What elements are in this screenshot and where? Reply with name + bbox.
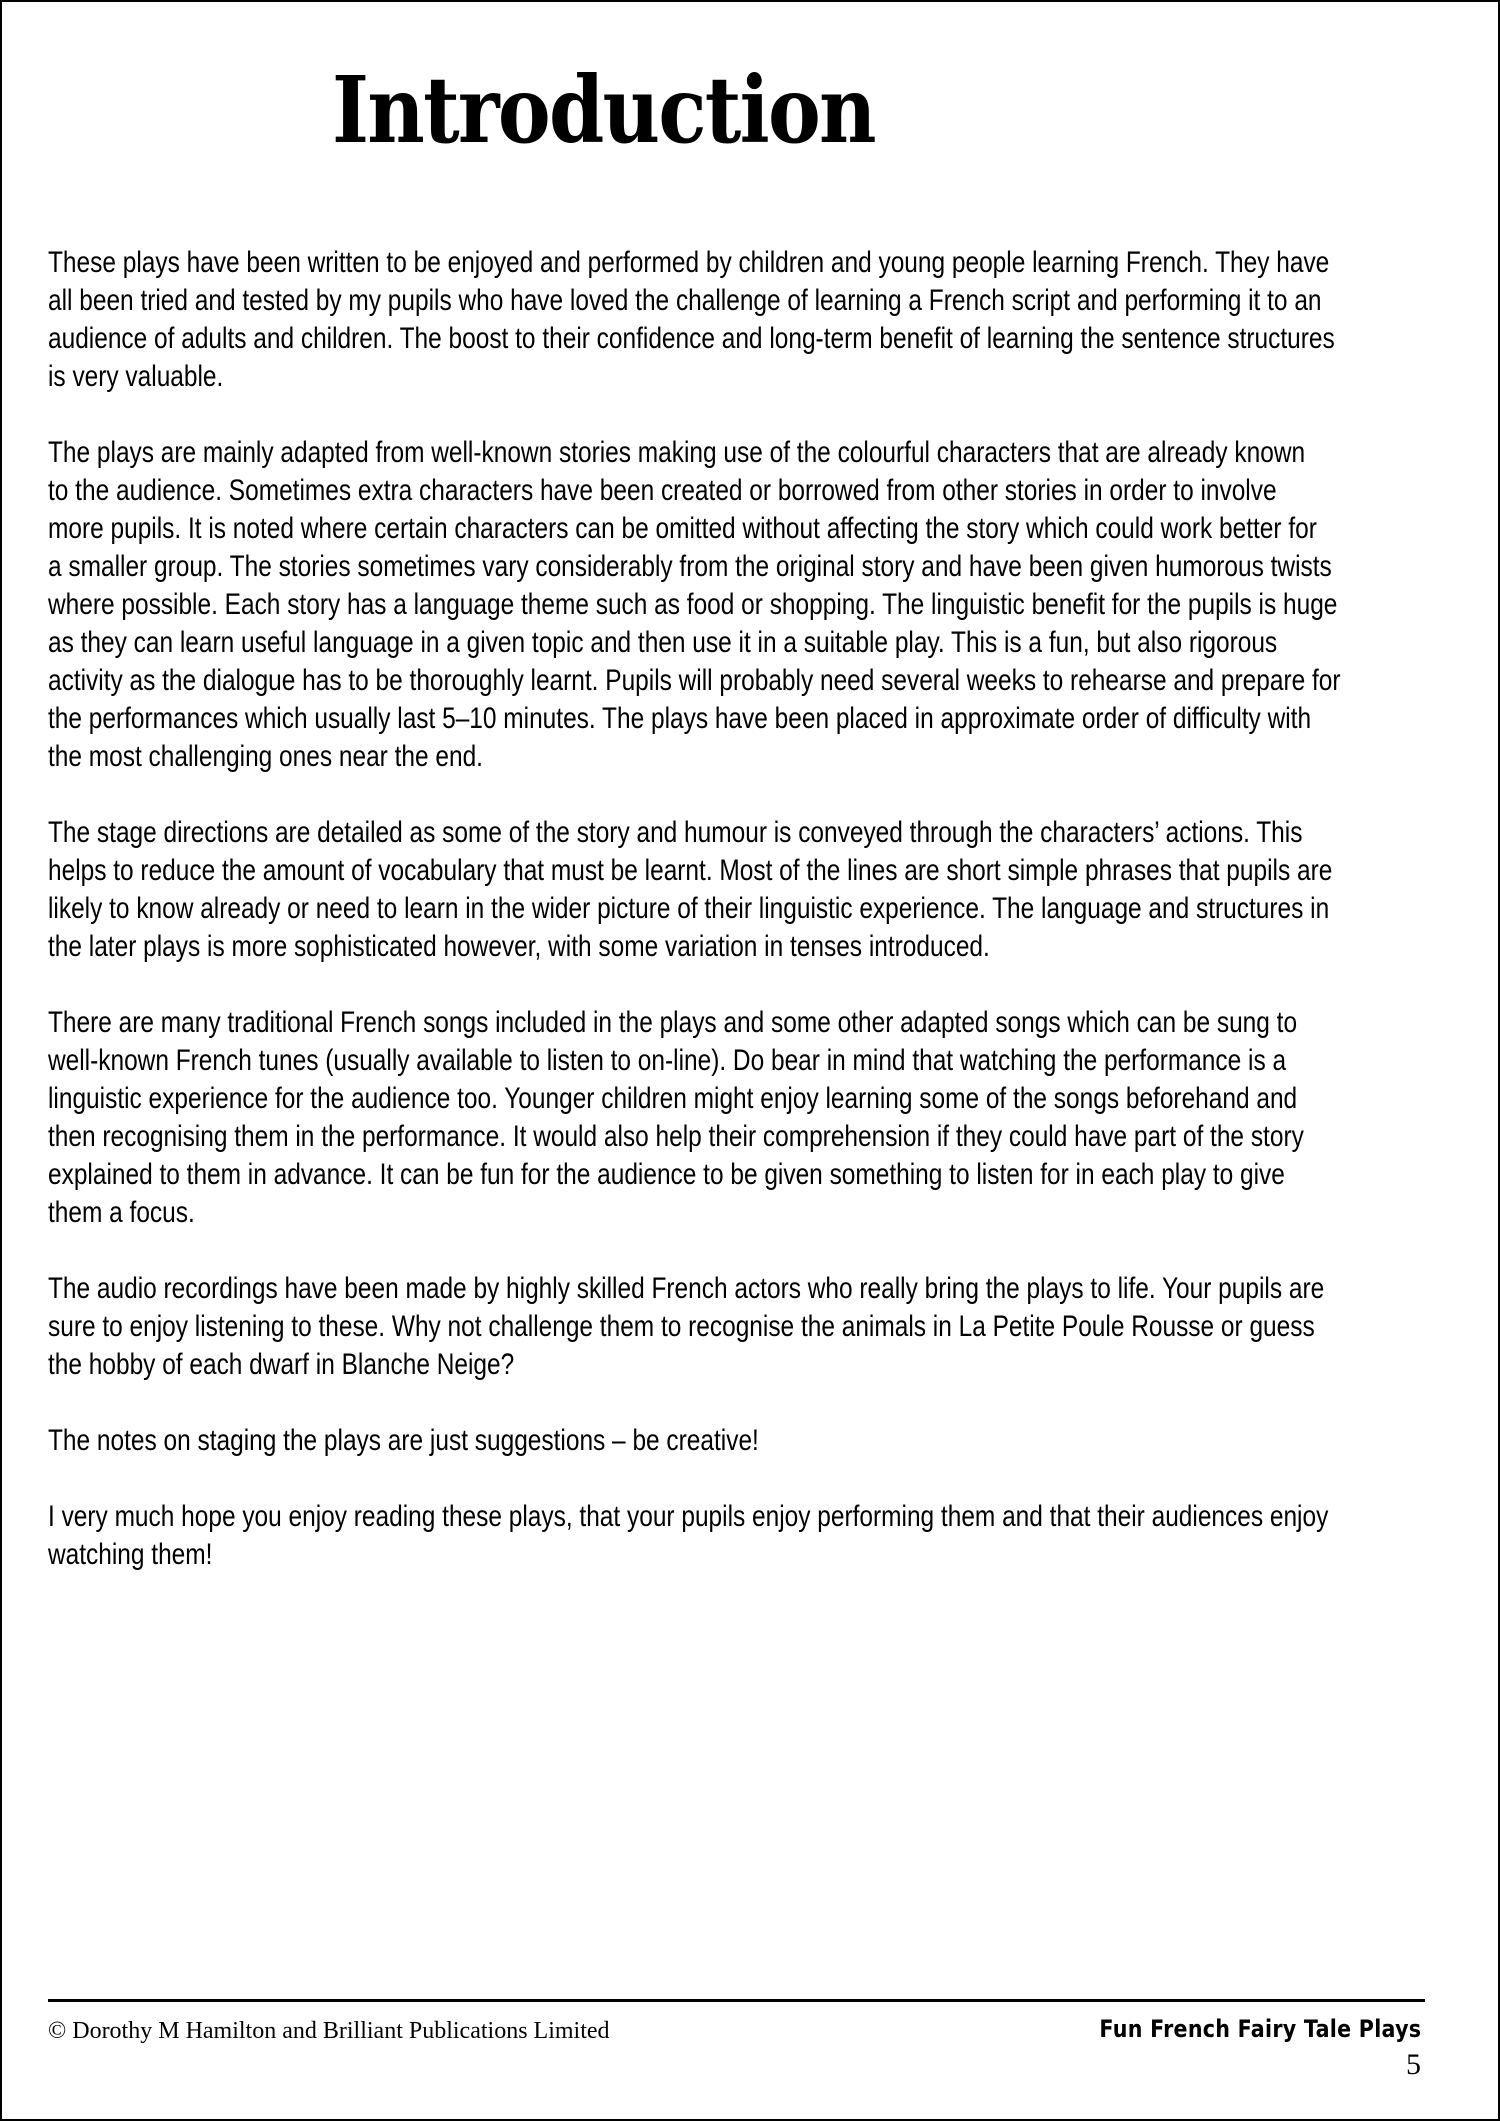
text-line: then recognising them in the performance. It would also help their comprehension if they could have part of the story [48, 1120, 1304, 1153]
page-title: Introduction [332, 56, 875, 164]
text-line: There are many traditional French songs included in the plays and some other adapted songs which can be sung to [48, 1006, 1298, 1039]
text-line: The audio recordings have been made by highly skilled French actors who really bring the plays to life. Your pupils are [48, 1272, 1325, 1305]
paragraph-adaptation [48, 434, 1500, 776]
page-number: 5 [1406, 2048, 1421, 2081]
text-line: audience of adults and children. The boost to their confidence and long-term benefit of learning the sentence structures [48, 322, 1335, 355]
text-line: is very valuable. [48, 360, 224, 393]
text-line: I very much hope you enjoy reading these plays, that your pupils enjoy performing them and that their audiences enjoy [48, 1500, 1329, 1533]
text-line: These plays have been written to be enjoyed and performed by children and young people learning French. They have [48, 246, 1330, 279]
paragraph-closing [48, 1498, 1500, 1574]
text-line: The stage directions are detailed as some of the story and humour is conveyed through the characters’ actions. This [48, 816, 1303, 849]
text-line: explained to them in advance. It can be fun for the audience to be given something to listen for in each play to give [48, 1158, 1285, 1191]
paragraph-songs [48, 1004, 1500, 1232]
book-title: Fun French Fairy Tale Plays [1099, 2015, 1421, 2043]
paragraph-audio [48, 1270, 1500, 1384]
text-line: the most challenging ones near the end. [48, 740, 483, 773]
text-line: linguistic experience for the audience too. Younger children might enjoy learning some of the songs beforehand and [48, 1082, 1298, 1115]
paragraph-staging-notes [48, 1422, 920, 1460]
text-line: likely to know already or need to learn in the wider picture of their linguistic experience. The language and structures in [48, 892, 1330, 925]
text-line: more pupils. It is noted where certain characters can be omitted without affecting the story which could work better for [48, 512, 1317, 545]
text-line: the performances which usually last 5–10 minutes. The plays have been placed in approximate order of difficulty with [48, 702, 1312, 735]
text-line: sure to enjoy listening to these. Why not challenge them to recognise the animals in La Petite Poule Rousse or guess [48, 1310, 1315, 1343]
text-line: a smaller group. The stories sometimes vary considerably from the original story and have been given humorous twists [48, 550, 1332, 583]
paragraph-stage-directions [48, 814, 1500, 966]
footer-divider [48, 1999, 1425, 2002]
text-line: well-known French tunes (usually available to listen to on-line). Do bear in mind that watching the performance is a [48, 1044, 1287, 1077]
text-line: all been tried and tested by my pupils who have loved the challenge of learning a French script and performing it to an [48, 284, 1322, 317]
copyright-notice: © Dorothy M Hamilton and Brilliant Publications Limited [48, 2018, 610, 2044]
text-line: helps to reduce the amount of vocabulary that must be learnt. Most of the lines are short simple phrases that pupils are [48, 854, 1333, 887]
text-line: to the audience. Sometimes extra characters have been created or borrowed from other stories in order to involve [48, 474, 1277, 507]
text-line: the hobby of each dwarf in Blanche Neige? [48, 1348, 515, 1381]
text-line: them a focus. [48, 1196, 195, 1229]
text-line: where possible. Each story has a language theme such as food or shopping. The linguistic benefit for the pupils is huge [48, 588, 1338, 621]
text-line: the later plays is more sophisticated however, with some variation in tenses introduced. [48, 930, 990, 963]
text-line: activity as the dialogue has to be thoroughly learnt. Pupils will probably need several weeks to rehearse and prepare for [48, 664, 1341, 697]
text-line: watching them! [48, 1538, 213, 1571]
text-line: The notes on staging the plays are just suggestions – be creative! [48, 1424, 759, 1457]
paragraph-intro [48, 244, 1500, 396]
text-line: The plays are mainly adapted from well-known stories making use of the colourful characters that are already known [48, 436, 1306, 469]
text-line: as they can learn useful language in a given topic and then use it in a suitable play. This is a fun, but also rigorous [48, 626, 1278, 659]
